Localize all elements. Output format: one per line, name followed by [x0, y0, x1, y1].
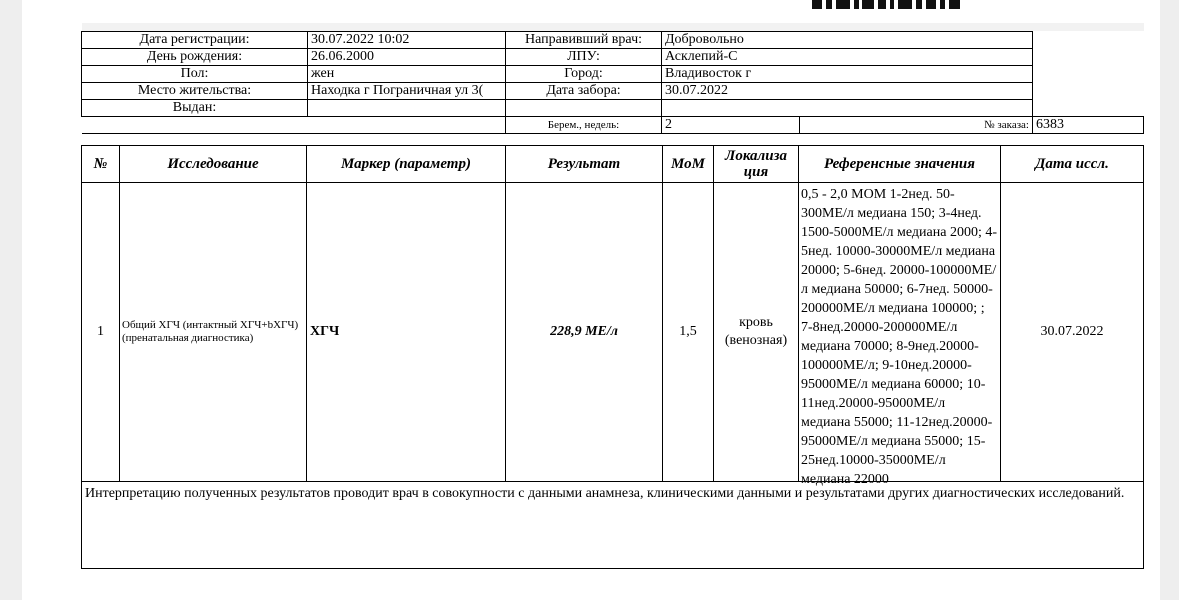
marker-name: ХГЧ: [307, 183, 506, 482]
col-marker: Маркер (параметр): [307, 146, 506, 183]
info-row: [82, 66, 1144, 83]
info-row: [82, 100, 1144, 117]
table-row: [82, 183, 1144, 482]
lpu-value: Асклепий-С: [662, 49, 1033, 66]
localization-value: кровь (венозная): [714, 183, 799, 482]
col-result: Результат: [506, 146, 663, 183]
birth-date-label: День рождения:: [82, 49, 308, 66]
sex-value: жен: [308, 66, 506, 83]
pregnancy-weeks-label: Берем., недель:: [506, 117, 662, 134]
pregnancy-weeks-value: 2: [662, 117, 800, 134]
lpu-label: ЛПУ:: [506, 49, 662, 66]
left-margin: [0, 0, 22, 600]
col-date: Дата иссл.: [1001, 146, 1144, 183]
mom-value: 1,5: [663, 183, 714, 482]
results-header-row: [82, 146, 1144, 183]
right-margin: [1160, 0, 1179, 600]
referring-doctor-value: Добровольно: [662, 32, 1033, 49]
registration-date-label: Дата регистрации:: [82, 32, 308, 49]
top-strip: [82, 23, 1144, 31]
info-row: [82, 83, 1144, 100]
row-number: 1: [82, 183, 120, 482]
qr-code-fragment: [812, 0, 962, 10]
study-date: 30.07.2022: [1001, 183, 1144, 482]
reference-clip: [799, 183, 1000, 487]
col-mom: МоМ: [663, 146, 714, 183]
birth-date-value: 26.06.2000: [308, 49, 506, 66]
issued-value: [308, 100, 506, 117]
collection-date-label: Дата забора:: [506, 83, 662, 100]
col-localization: Локализа ция: [714, 146, 799, 183]
col-number: №: [82, 146, 120, 183]
info-row: [82, 32, 1144, 49]
result-value: 228,9 МЕ/л: [506, 183, 663, 482]
info-row: [82, 49, 1144, 66]
referring-doctor-label: Направивший врач:: [506, 32, 662, 49]
order-number-value: 6383: [1033, 117, 1144, 134]
col-study: Исследование: [120, 146, 307, 183]
issued-label: Выдан:: [82, 100, 308, 117]
col-reference: Референсные значения: [799, 146, 1001, 183]
footer-row: [82, 482, 1144, 569]
info-row: [82, 117, 1144, 134]
patient-info-table: [81, 31, 1144, 134]
study-name: Общий ХГЧ (интактный ХГЧ+bХГЧ) (пренатальная диагностика): [120, 183, 307, 482]
sex-label: Пол:: [82, 66, 308, 83]
order-number-label: № заказа:: [800, 117, 1033, 134]
city-label: Город:: [506, 66, 662, 83]
reference-cell: [799, 183, 1001, 487]
residence-label: Место жительства:: [82, 83, 308, 100]
residence-value: Находка г Пограничная ул 3(: [308, 83, 506, 100]
results-table: [81, 145, 1144, 569]
city-value: Владивосток г: [662, 66, 1033, 83]
registration-date-value: 30.07.2022 10:02: [308, 32, 506, 49]
interpretation-note: Интерпретацию полученных результатов проводит врач в совокупности с данными анамнеза, клиническими данными и результатами других диагностических исследований.: [82, 482, 1144, 569]
reference-values: 0,5 - 2,0 МОМ 1-2нед. 50-300МЕ/л медиана 150; 3-4нед. 1500-5000МЕ/л медиана 2000; 4-5нед. 10000-30000МЕ/л медиана 20000; 5-6нед. 20000-100000МЕ/л медиана 50000; 6-7нед. 50000-200000МЕ/л медиана 100000; ; 7-8нед.20000-200000МЕ/л медиана 70000; 8-9нед.20000-100000МЕ/л; 9-10нед.20000-95000МЕ/л медиана 60000; 10-11нед.20000-95000МЕ/л медиана 55000; 11-12нед.20000-95000МЕ/л медиана 55000; 15-25нед.10000-35000МЕ/л медиана 22000: [801, 187, 998, 487]
collection-date-value: 30.07.2022: [662, 83, 1033, 100]
